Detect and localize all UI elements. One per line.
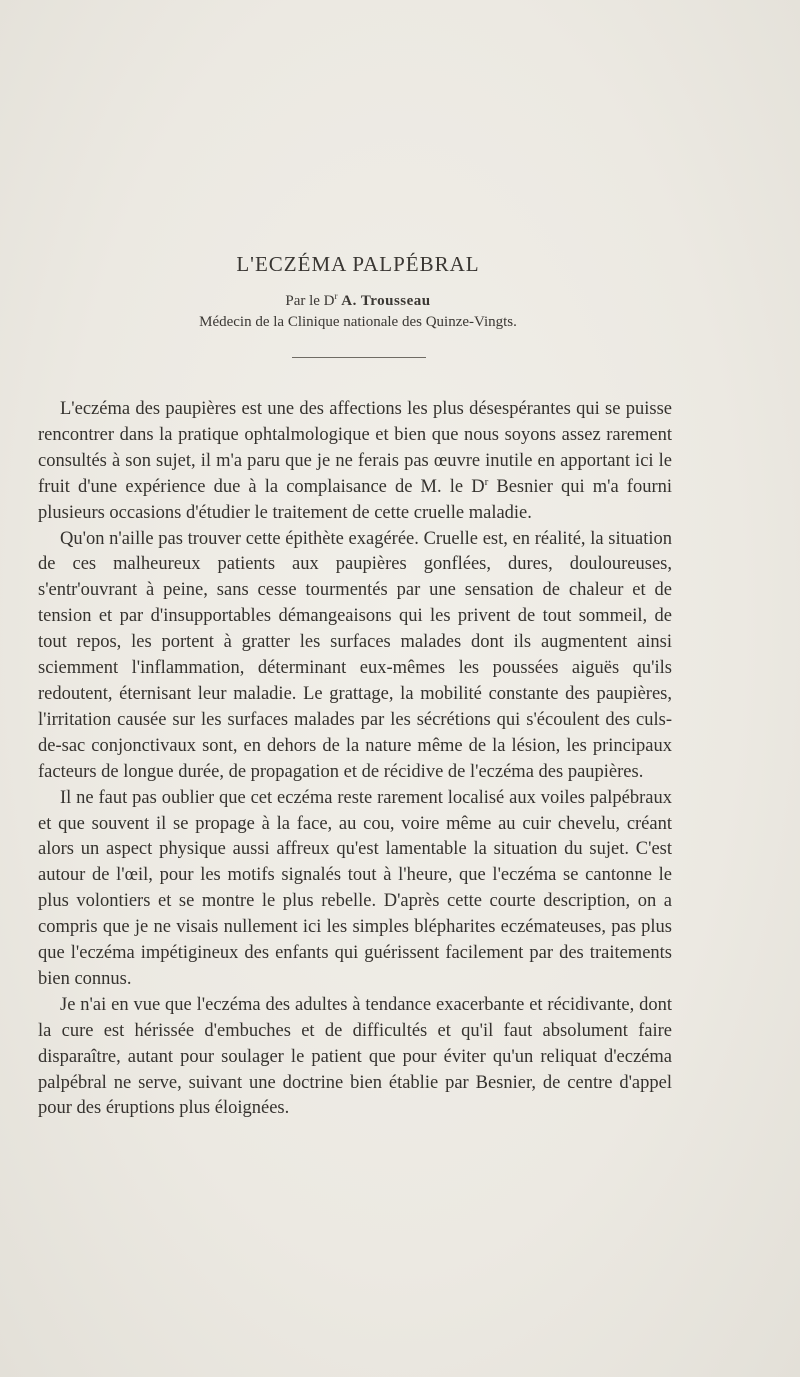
paragraph-3: Il ne faut pas oublier que cet eczéma reste rarement localisé aux voiles palpébraux et que souvent il se propage à la face, au cou, voire même au cuir chevelu, créant alors un aspect physique aussi affreux qu'est lamentable la situation du sujet. C'est autour de l'œil, pour les motifs signalés tout à l'heure, que l'eczéma se cantonne le plus volontiers et se montre le plus rebelle. D'après cette courte description, on a compris que je ne visais nullement ici les simples blépharites eczémateuses, pas plus que l'eczéma impétigineux des enfants qui guérissent facilement par des traitements bien connus. [38,787,672,989]
byline [0,291,716,310]
article-title: L'ECZÉMA PALPÉBRAL [236,252,480,276]
byline-prefix: Par le D [285,293,335,309]
byline-superscript: r [334,291,338,301]
paragraph-4: Je n'ai en vue que l'eczéma des adultes à tendance exacerbante et récidivante, dont la cure est hérissée d'embuches et de difficultés et qu'il faut absolument faire disparaître, autant pour soulager le patient que pour éviter qu'un reliquat d'eczéma palpébral ne serve, suivant une doctrine bien établie par Besnier, de centre d'appel pour des éruptions plus éloignées. [38,994,672,1119]
author-name: A. Trousseau [341,293,431,309]
paragraph-1-superscript: r [484,475,489,488]
title-divider [292,357,426,358]
paragraph-1-part2: Besnier qui m'a fourni plusieurs occasions d'étudier le traitement de cette cruelle maladie. [38,476,672,523]
paragraph-1 [38,397,672,527]
paragraph-2: Qu'on n'aille pas trouver cette épithète exagérée. Cruelle est, en réalité, la situation de ces malheureux patients aux paupières gonflées, dures, douloureuses, s'entr'ouvrant à peine, sans cesse tourmentés par une sensation de chaleur et de tension et par d'insupportables démangeaisons qui les privent de tout sommeil, de tout repos, les portent à gratter les surfaces malades dont ils augmentent ainsi sciemment l'inflammation, déterminant eux-mêmes les poussées aiguës qu'ils redoutent, éternisant leur maladie. Le grattage, la mobilité constante des paupières, l'irritation causée sur les surfaces malades par les sécrétions qui s'écoulent des culs-de-sac conjonctivaux sont, en dehors de la nature même de la lésion, les principaux facteurs de longue durée, de propagation et de récidive de l'eczéma des paupières. [38,528,672,782]
article-body [38,397,672,1122]
author-affiliation: Médecin de la Clinique nationale des Quinze-Vingts. [199,314,517,330]
paragraph-1-part1: L'eczéma des paupières est une des affections les plus désespérantes qui se puisse rencontrer dans la pratique ophtalmologique et bien que nous soyons assez rarement consultés à son sujet, il m'a paru que je ne ferais pas œuvre inutile en apportant ici le fruit d'une expérience due à la complaisance de M. le D [38,399,672,497]
